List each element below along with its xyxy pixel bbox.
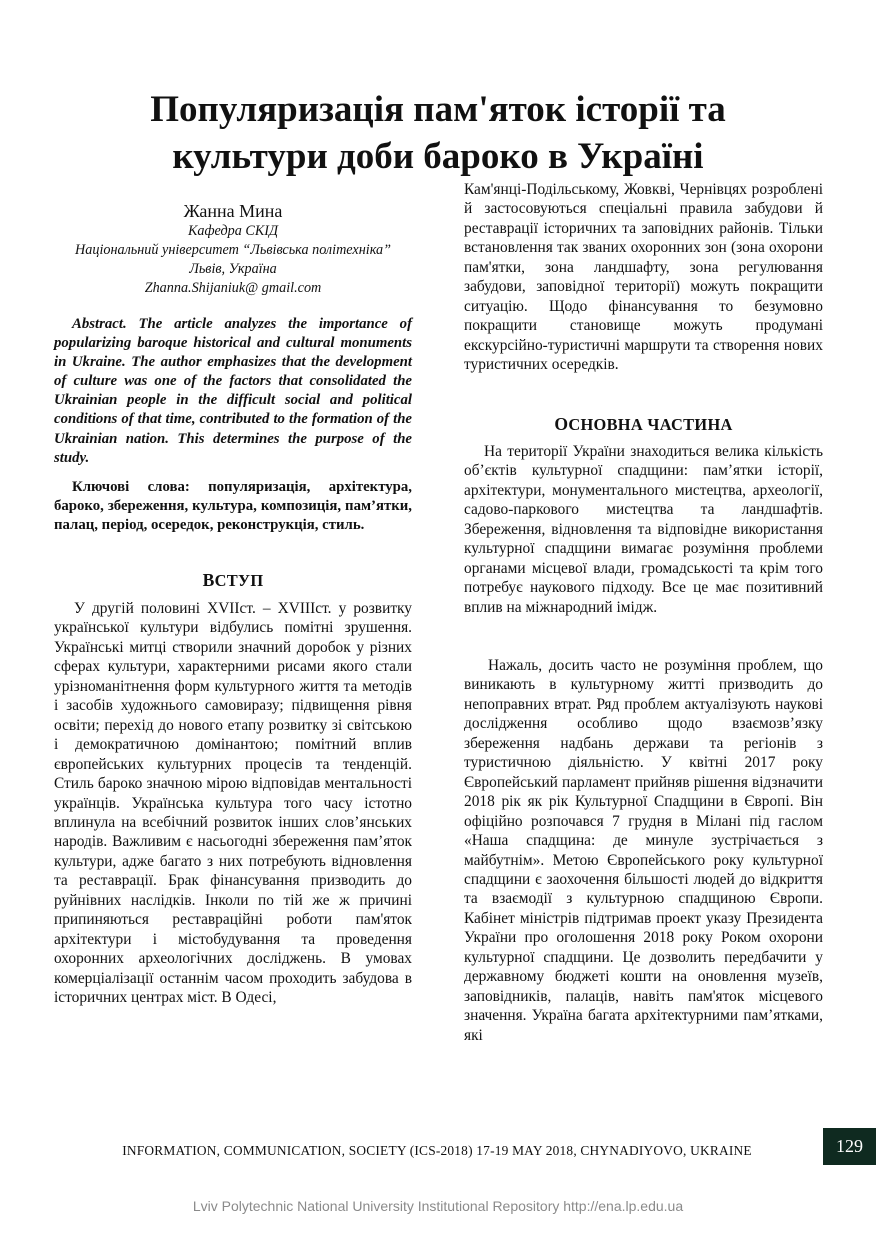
main-paragraph-2: Нажаль, досить часто не розуміння проблем, що виникають в культурному житті призводить до непоправних втрат. Ряд проблем актуалізують наукові дослідження особливо щодо взаємозв’язку збереження надбань держави та регіонів з туристичною діяльністю. У квітні 2017 року Європейський парламент прийняв рішення відзначити 2018 рік як рік Культурної Спадщини в Європі. Він офіційно розпочався 7 грудня в Мілані під гаслом «Наша спадщина: де минуле зустрічається з майбутнім». Метою Європейського року культурної спадщини є заохочення більшості людей до відкриття та взаємодії з культурною спадщиною Європи. Кабінет міністрів підтримав проект указу Президента України про оголошення 2018 року Роком охорони культурної спадщини. Це дозволить передбачити у державному бюджеті кошти на оновлення музеїв, заповідників, палаців, навіть пам'яток місцевого значення. Україна багата архітектурними пам’ятками, які — [464, 657, 823, 1044]
author-name: Жанна Мина — [183, 201, 283, 221]
abstract: Abstract. The article analyzes the importance of popularizing baroque historical and cultural monuments in Ukraine. The author emphasizes that the development of culture was one of the factors that consolidated the Ukrainian people in the difficult social and political conditions of that time, contributed to the formation of the Ukrainian nation. This determines the purpose of the study. — [54, 316, 412, 466]
repository-watermark: Lviv Polytechnic National University Institutional Repository http://ena.lp.edu.ua — [192, 1198, 684, 1214]
intro-paragraph-1: У другій половині XVIIст. – XVIIIст. у розвитку української культури відбулись помітні зрушення. Українські митці створили значний доробок у різних сферах культури, характерними рисами якого стали урізноманітнення форм культурного життя та методів і засобів художнього самовиразу; підвищення рівня освіти; перехід до нового етапу розвитку зі світською і демократичною домінантою; помітний вплив європейських культурних процесів та тенденцій. Стиль бароко значною мірою відповідав ментальності українців. Українська культура того часу істотно вплинула на всебічний розвиток інших слов’янських народів. Важливим є насьогодні збереження пам’яток культури, адже багато з них потребують відновлення та реставрації. Брак фінансування призводить до руйнівних наслідків. Інколи по тій же ж причині припиняються реставраційні роботи пам'яток архітектури і містобудування та проведення охоронних археологічних досліджень. В умовах комерціалізації останнім часом проходить забудова в історичних центрах міст. В Одесі, — [54, 600, 412, 1007]
intro-paragraph-1-continued: Кам'янці-Подільському, Жовкві, Чернівцях розроблені й застосовуються спеціальні правила забудови й реставрації історичних та заповідних районів. Тільки встановлення так званих охоронних зон (зона охорони пам'ятки, зона ландшафту, зона регулювання забудови, заповідної території) можуть покращити ситуацію. Щодо фінансування то безумовно покращити становище можуть продумані екскурсійно-туристичні маршрути та створення нових туристичних осередків. — [464, 181, 823, 374]
keywords: Ключові слова: популяризація, архітектура, бароко, збереження, культура, композиція, пам’ятки, палац, період, осередок, реконструкція, стиль. — [54, 479, 412, 534]
conference-footer: INFORMATION, COMMUNICATION, SOCIETY (ICS-2018) 17-19 MAY 2018, CHYNADIYOVO, UKRAINE — [122, 1143, 752, 1158]
section-heading-intro-rest: СТУП — [214, 571, 264, 590]
section-heading-intro-first: В — [202, 570, 215, 590]
section-heading-intro — [54, 570, 412, 591]
paper-title — [60, 86, 816, 180]
section-heading-main-first: О — [554, 414, 569, 434]
section-heading-main-rest: СНОВНА ЧАСТИНА — [568, 415, 733, 434]
author-city: Львів, Україна — [189, 261, 277, 277]
paper-title-line-2: культури доби бароко в Україні — [172, 136, 704, 177]
author-email: Zhanna.Shijaniuk@ gmail.com — [144, 280, 322, 296]
section-heading-main — [464, 414, 823, 435]
main-paragraph-1: На території України знаходиться велика кількість об’єктів культурної спадщини: пам’ятки історії, архітектури, монументального мистецтва, археології, садово-паркового мистецтва та ландшафтів. Збереження, відновлення та відповідне використання культурної спадщини вимагає розуміння проблеми органами місцевої влади, громадськості та крім того потребує наукового підходу. Все це має позитивний вплив на міжнародний імідж. — [464, 443, 823, 616]
author-department: Кафедра СКІД — [187, 223, 279, 239]
author-university: Національний університет “Львівська політехніка” — [75, 242, 391, 258]
page-number-badge: 129 — [823, 1128, 876, 1165]
author-affiliation — [54, 222, 412, 298]
paper-title-line-1: Популяризація пам'яток історії та — [150, 89, 726, 130]
